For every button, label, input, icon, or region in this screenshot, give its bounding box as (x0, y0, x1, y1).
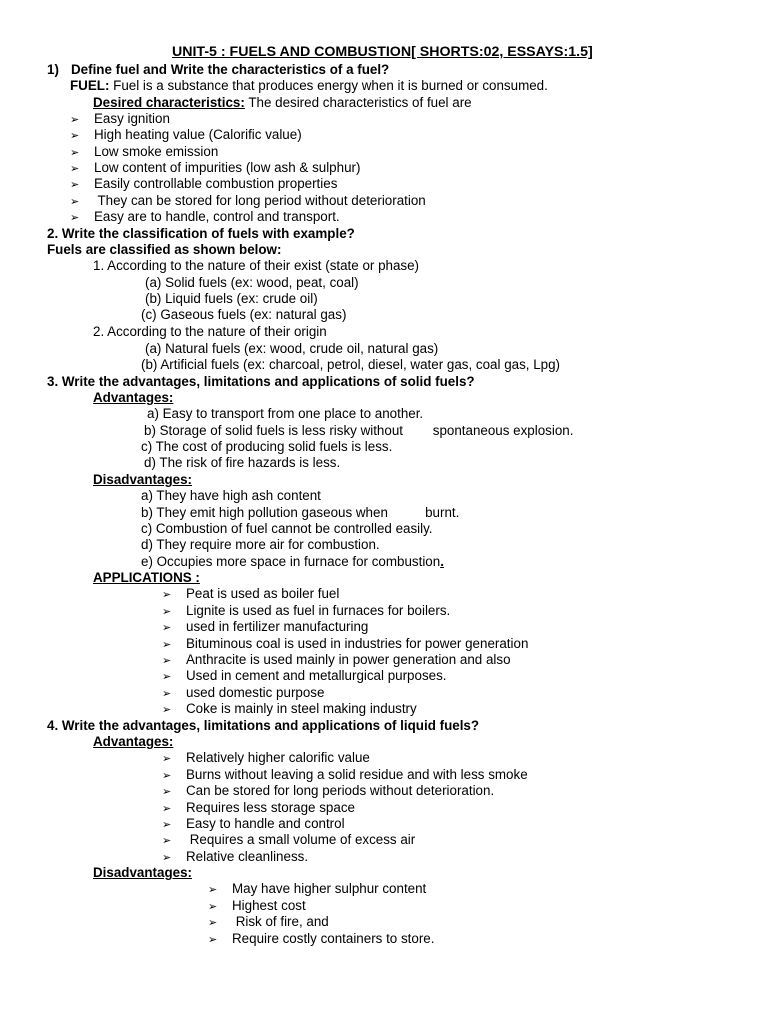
arrow-bullet-icon: ➢ (162, 687, 172, 700)
underlined-period: . (440, 554, 444, 569)
list-item-text: They can be stored for long period without deterioration (94, 193, 426, 208)
arrow-bullet-icon: ➢ (162, 834, 172, 847)
list-item-text: Requires less storage space (186, 800, 355, 815)
arrow-bullet-icon: ➢ (162, 703, 172, 716)
list-item-text: Risk of fire, and (232, 914, 329, 929)
list-item (162, 652, 511, 669)
list-item (162, 849, 308, 866)
list-item (162, 685, 324, 702)
question-1-text: Define fuel and Write the characteristics of a fuel? (71, 62, 390, 77)
arrow-bullet-icon: ➢ (208, 900, 218, 913)
list-item: b) They emit high pollution gaseous when burnt. (141, 505, 460, 520)
arrow-bullet-icon: ➢ (70, 178, 80, 191)
list-item-text: Lignite is used as fuel in furnaces for boilers. (186, 603, 451, 618)
question-1 (47, 62, 389, 78)
arrow-bullet-icon: ➢ (208, 916, 218, 929)
list-item-text: Anthracite is used mainly in power generation and also (186, 652, 511, 667)
list-item (70, 193, 426, 210)
list-item (70, 176, 337, 193)
arrow-bullet-icon: ➢ (70, 129, 80, 142)
list-item-text: Easy are to handle, control and transport. (94, 209, 340, 224)
list-item (208, 881, 426, 898)
list-item (162, 750, 370, 767)
arrow-bullet-icon: ➢ (162, 851, 172, 864)
list-item: (b) Artificial fuels (ex: charcoal, petrol, diesel, water gas, coal gas, Lpg) (141, 357, 561, 372)
list-item-text: Requires a small volume of excess air (186, 832, 416, 847)
fuel-label: FUEL: (70, 78, 110, 93)
arrow-bullet-icon: ➢ (162, 605, 172, 618)
arrow-bullet-icon: ➢ (162, 621, 172, 634)
applications-heading: APPLICATIONS : (93, 570, 200, 585)
list-item-text: Low smoke emission (94, 144, 219, 159)
list-item: (b) Liquid fuels (ex: crude oil) (145, 291, 318, 306)
list-item (162, 701, 417, 718)
list-item-text: Peat is used as boiler fuel (186, 586, 340, 601)
question-1-number: 1) (47, 62, 59, 77)
list-item (162, 603, 450, 620)
list-item: (c) Gaseous fuels (ex: natural gas) (141, 307, 347, 322)
list-item-text: Easy ignition (94, 111, 170, 126)
arrow-bullet-icon: ➢ (208, 933, 218, 946)
list-item (162, 668, 447, 685)
arrow-bullet-icon: ➢ (162, 752, 172, 765)
list-item-text: Coke is mainly in steel making industry (186, 701, 417, 716)
list-item (162, 767, 528, 784)
list-item (162, 800, 355, 817)
desired-text: The desired characteristics of fuel are (244, 95, 472, 110)
arrow-bullet-icon: ➢ (162, 588, 172, 601)
fuel-text: Fuel is a substance that produces energy when it is burned or consumed. (109, 78, 548, 93)
list-item (162, 636, 528, 653)
arrow-bullet-icon: ➢ (162, 785, 172, 798)
list-item: c) The cost of producing solid fuels is less. (141, 439, 393, 454)
list-item-text: Used in cement and metallurgical purposes. (186, 668, 447, 683)
advantages-heading: Advantages: (93, 734, 174, 749)
arrow-bullet-icon: ➢ (162, 769, 172, 782)
list-item-text: Low content of impurities (low ash & sulphur) (94, 160, 361, 175)
list-item: c) Combustion of fuel cannot be controlled easily. (141, 521, 433, 536)
list-item-text: Highest cost (232, 898, 306, 913)
classification-1: 1. According to the nature of their exist (state or phase) (93, 258, 420, 273)
list-item: a) They have high ash content (141, 488, 321, 503)
list-item-text: Require costly containers to store. (232, 931, 435, 946)
list-item-text: May have higher sulphur content (232, 881, 427, 896)
list-item-text: used domestic purpose (186, 685, 325, 700)
list-item (70, 160, 360, 177)
question-3: 3. Write the advantages, limitations and applications of solid fuels? (47, 374, 475, 389)
arrow-bullet-icon: ➢ (70, 146, 80, 159)
arrow-bullet-icon: ➢ (162, 802, 172, 815)
list-item: a) Easy to transport from one place to another. (147, 406, 424, 421)
fuel-definition (70, 78, 548, 94)
list-item (162, 619, 368, 636)
list-item-text: Relative cleanliness. (186, 849, 309, 864)
arrow-bullet-icon: ➢ (162, 818, 172, 831)
arrow-bullet-icon: ➢ (162, 670, 172, 683)
disadvantages-heading: Disadvantages: (93, 472, 192, 487)
list-item-text: Burns without leaving a solid residue and with less smoke (186, 767, 528, 782)
list-item (162, 816, 345, 833)
question-4: 4. Write the advantages, limitations and applications of liquid fuels? (47, 718, 480, 733)
list-item-text: Can be stored for long periods without deterioration. (186, 783, 495, 798)
list-item (208, 914, 329, 931)
list-item-text: Easily controllable combustion properties (94, 176, 338, 191)
advantages-heading: Advantages: (93, 390, 174, 405)
arrow-bullet-icon: ➢ (208, 883, 218, 896)
list-item: (a) Natural fuels (ex: wood, crude oil, natural gas) (145, 341, 439, 356)
disadvantages-heading: Disadvantages: (93, 865, 192, 880)
desired-label: Desired characteristics: (93, 95, 245, 110)
arrow-bullet-icon: ➢ (162, 638, 172, 651)
arrow-bullet-icon: ➢ (70, 211, 80, 224)
list-item-text: used in fertilizer manufacturing (186, 619, 369, 634)
desired-characteristics (93, 95, 472, 111)
list-item (70, 127, 302, 144)
list-item: d) They require more air for combustion. (141, 537, 380, 552)
list-item: (a) Solid fuels (ex: wood, peat, coal) (145, 275, 359, 290)
list-item: d) The risk of fire hazards is less. (144, 455, 341, 470)
list-item-text: High heating value (Calorific value) (94, 127, 302, 142)
question-2: 2. Write the classification of fuels with example? (47, 226, 355, 241)
list-item (70, 209, 340, 226)
list-item (70, 144, 218, 161)
arrow-bullet-icon: ➢ (70, 113, 80, 126)
list-item (162, 783, 494, 800)
list-item (162, 832, 415, 849)
list-item-text: Relatively higher calorific value (186, 750, 370, 765)
list-item: b) Storage of solid fuels is less risky without spontaneous explosion. (144, 423, 574, 438)
classification-intro: Fuels are classified as shown below: (47, 242, 282, 257)
page-title: UNIT-5 : FUELS AND COMBUSTION[ SHORTS:02, ESSAYS:1.5] (172, 44, 593, 60)
list-item-text: Easy to handle and control (186, 816, 345, 831)
arrow-bullet-icon: ➢ (70, 195, 80, 208)
arrow-bullet-icon: ➢ (70, 162, 80, 175)
list-item (162, 586, 339, 603)
list-item (70, 111, 170, 128)
classification-2: 2. According to the nature of their origin (93, 324, 327, 339)
list-item-text: Bituminous coal is used in industries for power generation (186, 636, 529, 651)
list-item (208, 931, 434, 948)
list-item-text: e) Occupies more space in furnace for combustion (141, 554, 441, 569)
list-item (141, 554, 444, 570)
arrow-bullet-icon: ➢ (162, 654, 172, 667)
list-item (208, 898, 306, 915)
